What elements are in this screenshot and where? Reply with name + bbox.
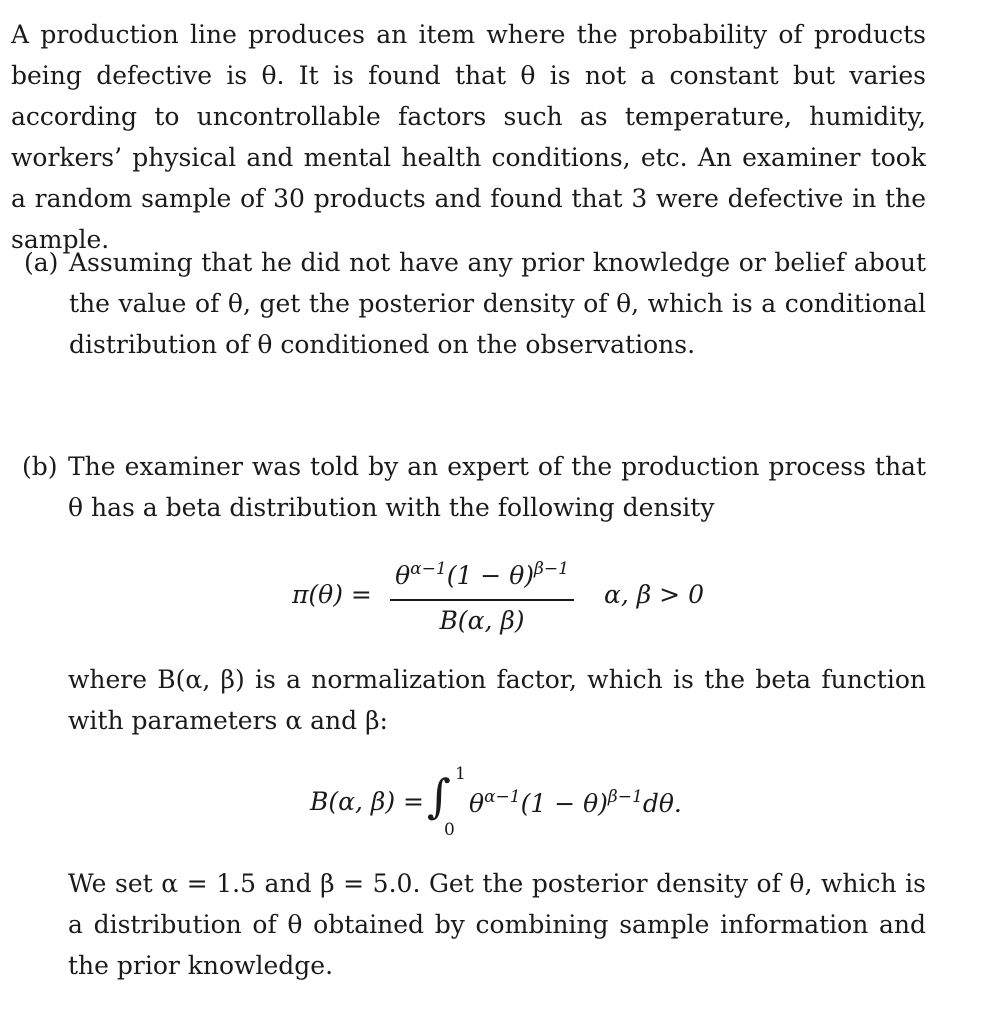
problem-intro: A production line produces an item where the probability of products being defective is θ. It is found that θ is not a constant but varies according to uncontrollable factors such as temperature, humidity, workers’ physical and mental health conditions, etc. An examiner took a random sample of 30 products and found that 3 were defective in the sample. <box>11 20 926 254</box>
eq2-base: θ <box>469 789 485 818</box>
eq1-numerator <box>390 552 574 593</box>
eq1-denominator: B(α, β) <box>439 605 525 635</box>
part-a-label: (a) <box>24 248 59 277</box>
eq2-exp1: α−1 <box>484 787 521 807</box>
eq1-num-exp2: β−1 <box>534 559 569 579</box>
eq1-lhs: π(θ) = <box>292 580 372 609</box>
eq1-num-base: θ <box>395 561 411 590</box>
eq1-num-exp1: α−1 <box>410 559 447 579</box>
integral-sign: ∫ <box>427 769 451 823</box>
eq2-lhs: B(α, β) = <box>310 787 425 816</box>
part-b-where-text: where B(α, β) is a normalization factor, which is the beta function with parameters α and β: <box>68 665 926 735</box>
eq1-fraction <box>390 552 574 637</box>
integral-lower-limit: 0 <box>444 820 455 840</box>
eq2-integrand <box>469 787 682 818</box>
part-b-label: (b) <box>22 452 58 481</box>
eq2-end: dθ. <box>642 789 682 818</box>
eq1-num-mid: (1 − θ) <box>446 561 535 590</box>
part-b-final-text: We set α = 1.5 and β = 5.0. Get the posterior density of θ, which is a distribution of θ obtained by combining sample information and the prior knowledge. <box>68 869 926 980</box>
part-b-intro: The examiner was told by an expert of the production process that θ has a beta distribution with the following density <box>68 452 926 522</box>
eq2-mid: (1 − θ) <box>520 789 608 818</box>
integral-upper-limit: 1 <box>455 764 466 784</box>
eq2-exp2: β−1 <box>607 787 643 807</box>
fraction-bar <box>390 599 574 601</box>
part-a-text: Assuming that he did not have any prior knowledge or belief about the value of θ, get the posterior density of θ, which is a conditional distribution of θ conditioned on the observations. <box>69 248 926 359</box>
eq1-condition: α, β > 0 <box>604 580 704 609</box>
